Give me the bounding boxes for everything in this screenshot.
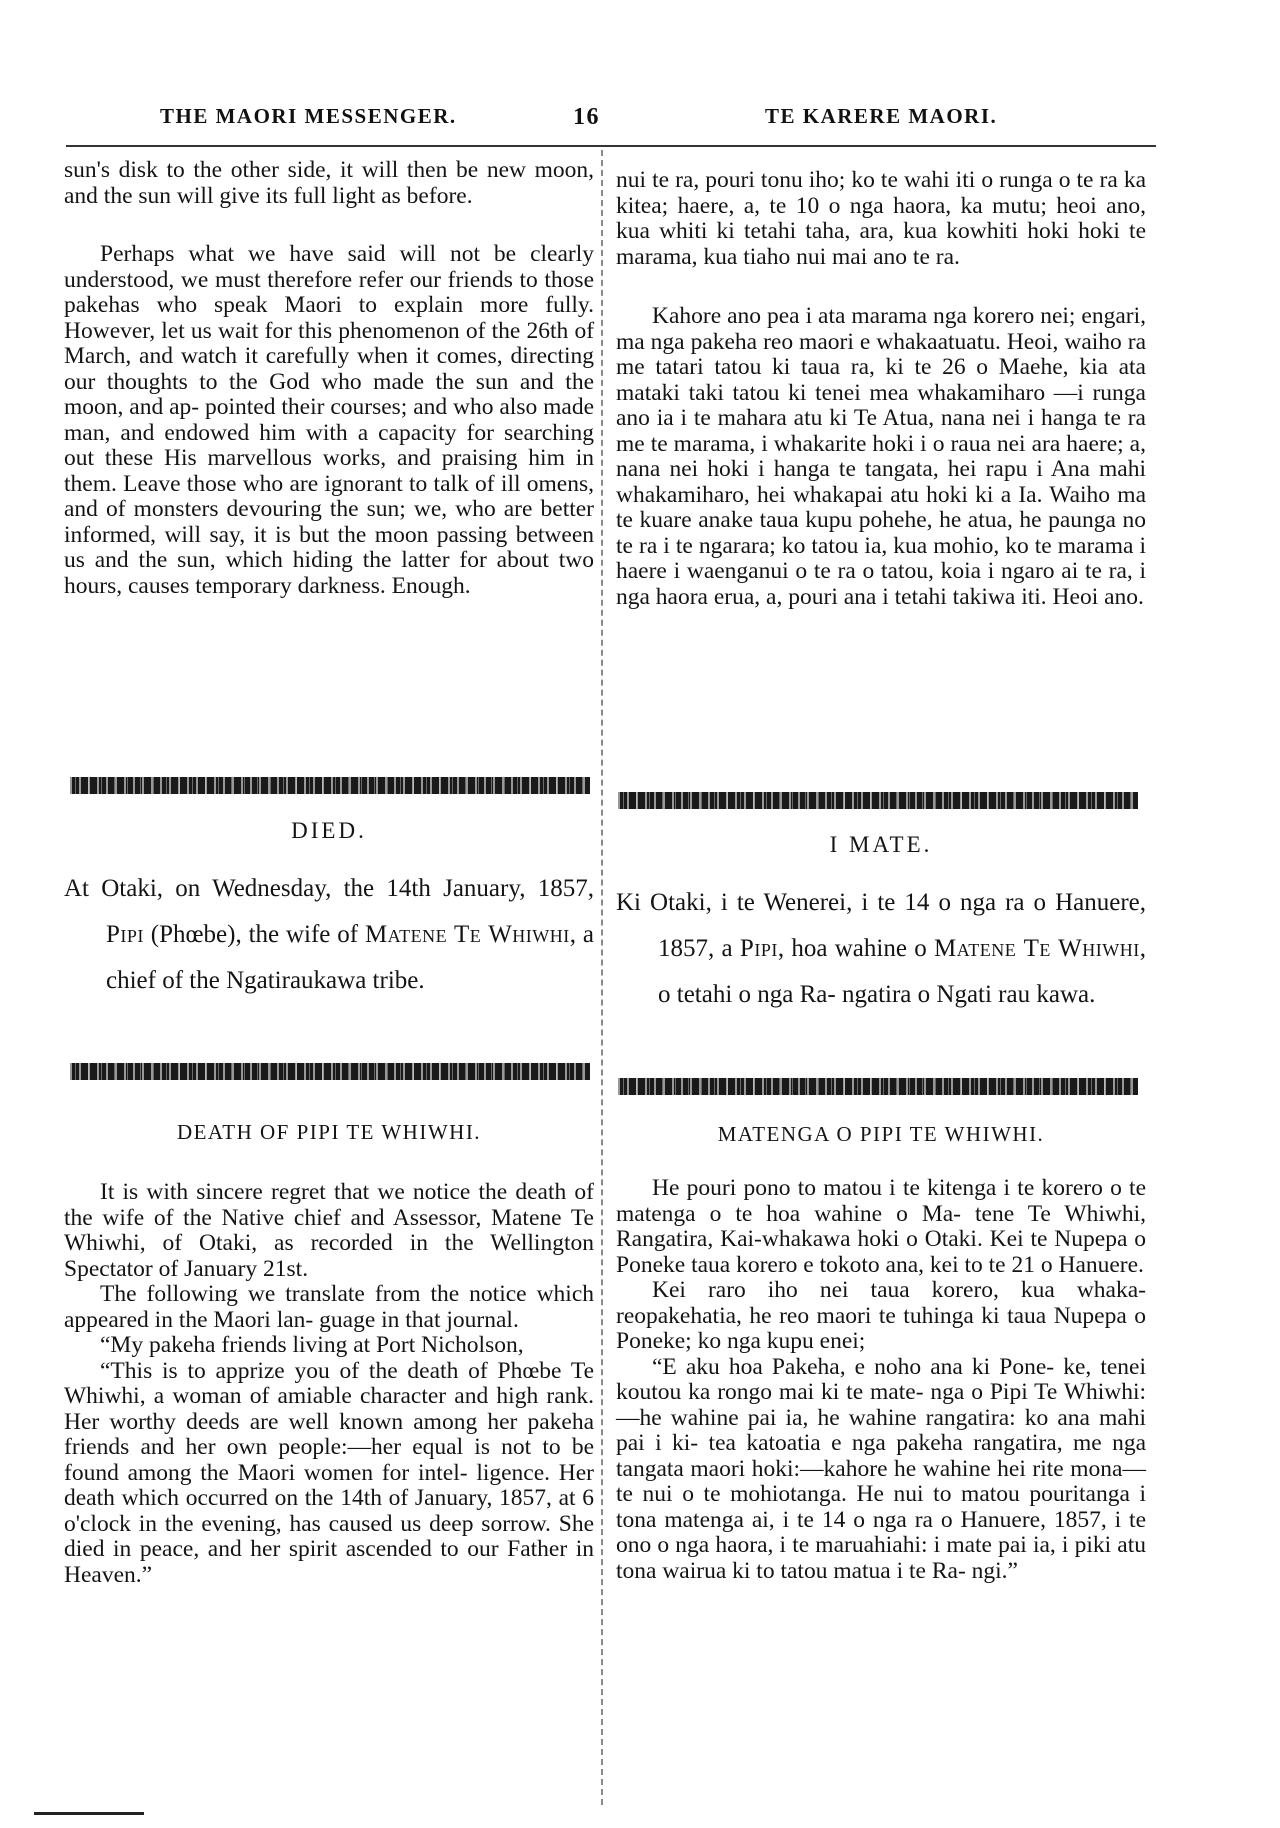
- ornamental-divider: [618, 1078, 1138, 1095]
- died-text: [64, 866, 594, 1004]
- bottom-rule: [34, 1812, 144, 1815]
- death-article-p1: [64, 1180, 594, 1282]
- text-line: tatou ki taua ra, ki te 26 o Maehe, kia ata: [714, 354, 1146, 380]
- text-line: passing between us and the sun, which: [64, 521, 595, 573]
- text-line: 14th of January, 1857, at 6 o'clock in the: [64, 1485, 595, 1537]
- header-maori-title: TE KARERE MAORI.: [765, 104, 998, 128]
- text-line: marama, kua tiaho nui mai ano te ra.: [616, 243, 960, 270]
- text-line: tangata maori hoki:—kahore he wahine hei: [616, 1455, 1026, 1482]
- text-line: recorded in the Wellington Spectator of: [64, 1230, 594, 1282]
- text-line: 14 o nga ra o Hanuere, 1857, i te ono o nga: [616, 1506, 1147, 1558]
- matenga-p2: [616, 1278, 1146, 1355]
- text-line: ngi.”: [971, 1557, 1018, 1584]
- ornamental-divider: [618, 792, 1138, 809]
- text-line: monsters devouring the sun; we, who are: [133, 496, 533, 522]
- text-line: “My pakeha friends living at Port: [100, 1332, 416, 1358]
- text-line: whakaatuatu. Heoi, waiho ra me tatari: [616, 328, 1146, 380]
- text-line: taua korero e tokoto ana, kei to te 21 o: [691, 1251, 1053, 1278]
- header-rule: [66, 145, 1156, 147]
- text-line: reopakehatia, he reo maori te tuhinga ki: [616, 1302, 1000, 1329]
- text-line: Ana mahi whakamiharo, hei whakapai atu: [616, 456, 1146, 508]
- matenga-p1: [616, 1176, 1146, 1278]
- died-text-wife-of: (Phœbe), the wife of: [143, 921, 365, 948]
- i-mate-year: Hanuere, 1857, a: [658, 889, 1146, 962]
- text-line: he wahine rangatira: ko ana mahi pai i ki-: [616, 1404, 1147, 1456]
- text-line: better informed, will say, it is but the moon: [64, 496, 595, 548]
- text-line: are well known among her pakeha friends: [64, 1408, 595, 1460]
- i-mate-rangatira: , o tetahi o nga Ra-: [658, 935, 1147, 1008]
- text-line: Nicholson,: [421, 1332, 524, 1358]
- text-line: Atua, nana nei i hanga te ra me te marama,: [616, 405, 1146, 457]
- text-line: ke, tenei koutou ka rongo mai ki te mate-: [616, 1353, 1147, 1405]
- death-article-p2: [64, 1282, 594, 1333]
- text-line: He pouri pono to matou i te kitenga i te: [652, 1175, 1035, 1201]
- i-mate-hoa-wahine: , hoa wahine o: [777, 935, 927, 962]
- text-line: of March, and watch it carefully when it: [64, 317, 595, 369]
- text-line: ra i te ngarara; ko tatou ia, kua mohio, ko: [639, 532, 1029, 559]
- matenga-heading-block: [616, 1122, 1146, 1147]
- i-mate-notice-body: [616, 880, 1146, 1018]
- text-line: and praising him in them. Leave those: [64, 445, 595, 497]
- page-number: 16: [573, 104, 600, 130]
- text-line: January 21st.: [184, 1255, 309, 1282]
- text-line: erua, a, pouri ana i tetahi takiwa iti. Heoi: [713, 583, 1099, 610]
- text-line: be found among the Maori women for intel-: [64, 1434, 595, 1486]
- eclipse-explanation: [64, 242, 594, 599]
- text-line: tea katoatia e nga pakeha rangatira, me nga: [708, 1430, 1147, 1456]
- text-line: —i runga ano ia i te mahara atu ki Te: [616, 379, 1146, 431]
- text-line: atu tona wairua ki to tatou matua i te Ra-: [616, 1532, 1147, 1584]
- text-line: evening, has caused us deep sorrow. She: [201, 1510, 595, 1537]
- text-line: Kahore ano pea i ata marama nga korero: [652, 303, 1035, 329]
- ornamental-divider: [70, 1063, 590, 1080]
- eclipse-paragraph-end: [64, 158, 594, 209]
- text-line: man, and endowed him with a capacity for: [64, 419, 494, 446]
- text-line: temporary darkness. Enough.: [195, 572, 471, 599]
- died-text-line-1: At Otaki, on Wednesday, the 14th January,: [64, 875, 526, 902]
- died-text-year: 1857,: [537, 875, 594, 902]
- text-line: rite mona—te nui o te mohiotanga. He nui: [616, 1455, 1146, 1507]
- text-line: who made the sun and the moon, and ap-: [64, 368, 595, 420]
- died-name-matene: Matene: [364, 921, 448, 948]
- text-line: Kei raro iho nei taua korero, kua whaka-: [652, 1277, 1146, 1303]
- text-line: taua kupu pohehe, he atua, he paunga no te: [616, 507, 1146, 559]
- death-article-p4: [64, 1359, 594, 1589]
- text-line: nga haora, ka mutu; heoi ano, kua whiti: [616, 192, 1146, 244]
- text-line: notice which appeared in the Maori lan-: [64, 1281, 594, 1333]
- i-mate-heading: I MATE.: [829, 832, 933, 857]
- i-mate-line-1: Ki Otaki, i te Wenerei, i te 14 o nga ra o: [616, 889, 1047, 916]
- text-line: character and high rank. Her worthy deeds: [64, 1383, 594, 1435]
- text-line: and her own people:—her equal is not to: [140, 1434, 561, 1460]
- died-text-tribe: tribe.: [372, 967, 425, 994]
- died-heading: DIED.: [291, 818, 367, 843]
- text-line: ligence. Her death which occurred on the: [64, 1459, 595, 1511]
- died-notice: [64, 818, 594, 844]
- i-mate-text: [616, 880, 1146, 1018]
- text-line: mataki taki tatou ki tenei mea whakamiharo: [616, 379, 1046, 406]
- text-line: the death of the wife of the Native chief and: [64, 1179, 594, 1231]
- text-line: ki tetahi taha, ara, kua kowhiti hoki hoki te: [716, 218, 1147, 244]
- text-line: us wait for this phenomenon of the 26th: [190, 317, 569, 344]
- text-line: our friends to those pakehas who speak: [64, 266, 595, 318]
- text-line: nui te ra, pouri tonu iho; ko te wahi iti o: [616, 167, 994, 193]
- text-line: te marama i haere i waenganui o te ra o: [616, 532, 1147, 584]
- eclipse-explanation-maori: [616, 304, 1146, 610]
- text-line: who are ignorant to talk of ill omens, and of: [64, 470, 594, 522]
- death-article-p3: [64, 1333, 594, 1359]
- eclipse-continuation: [64, 158, 594, 209]
- text-line: taua Nupepa o Poneke; ko nga kupu enei;: [616, 1302, 1147, 1354]
- text-line: clearly understood, we must therefore refer: [64, 241, 595, 293]
- text-line: Hanuere.: [1058, 1251, 1144, 1278]
- death-article-heading-block: [64, 1120, 594, 1145]
- text-line: pointed their courses; and who also made: [205, 394, 594, 420]
- text-line: Perhaps what we have said will not be: [100, 241, 517, 267]
- text-line: The following we translate from the: [100, 1281, 460, 1307]
- text-line: nei; engari, ma nga pakeha reo maori e: [616, 303, 1147, 355]
- eclipse-explanation-text-maori: [616, 304, 1146, 610]
- text-line: Maori to explain more fully. However, let: [64, 292, 594, 344]
- text-line: It is with sincere regret that we notice: [100, 1179, 471, 1205]
- eclipse-explanation-text: [64, 242, 594, 599]
- text-line: died in peace, and her spirit ascended to: [64, 1536, 459, 1562]
- text-line: guage in that journal.: [319, 1306, 519, 1333]
- text-line: ano.: [1104, 583, 1144, 610]
- text-line: our Father in Heaven.”: [64, 1536, 594, 1588]
- text-line: comes, directing our thoughts to the God: [64, 343, 595, 395]
- eclipse-paragraph-end-maori: [616, 168, 1146, 270]
- page-header: [60, 104, 1150, 138]
- text-line: “This is to apprize you of the death of: [100, 1357, 488, 1384]
- death-article: [64, 1180, 594, 1588]
- column-divider: [601, 150, 603, 1805]
- text-line: runga o te ra ka kitea; haere, a, te 10 o: [616, 167, 1147, 219]
- text-line: nana nei hoki i hanga te tangata, hei rapu i: [616, 456, 1043, 482]
- text-line: hoki ki a Ia. Waiho ma te kuare anake: [616, 481, 1146, 533]
- text-line: hoki o Otaki. Kei te Nupepa o Poneke: [616, 1226, 1147, 1278]
- matenga-article: [616, 1176, 1146, 1584]
- text-line: nga o Pipi Te Whiwhi:—he wahine pai ia,: [616, 1379, 1147, 1431]
- i-mate-name-matene: Matene Te Whiwhi: [934, 935, 1140, 962]
- died-name-pipi: Pipi: [106, 921, 144, 948]
- text-line: hiding the latter for about two hours, causes: [64, 547, 594, 599]
- text-line: tatou, koia i ngaro ai te ra, i nga haora: [616, 558, 1147, 610]
- died-notice-body: [64, 866, 594, 1004]
- text-line: new moon, and the sun will give its full light: [64, 157, 595, 209]
- ornamental-divider: [70, 777, 590, 794]
- eclipse-continuation-maori: [616, 168, 1146, 270]
- death-article-heading: DEATH OF PIPI TE WHIWHI.: [176, 1120, 482, 1144]
- text-line: korero o te matenga o te hoa wahine o Ma-: [616, 1175, 1147, 1227]
- matenga-p3: [616, 1355, 1146, 1585]
- text-line: i whakarite hoki i o raua nei ara haere; a,: [761, 430, 1146, 457]
- died-text-chief: , a chief of the Ngatiraukawa: [106, 921, 594, 994]
- text-line: “E aku hoa Pakeha, e noho ana ki Pone-: [652, 1353, 1055, 1380]
- died-name-te-whiwhi: Te Whiwhi: [454, 921, 570, 948]
- text-line: to matou pouritanga i tona matenga ai, i te: [616, 1481, 1147, 1533]
- i-mate-name-pipi: Pipi: [739, 935, 778, 962]
- text-line: tene Te Whiwhi, Rangatira, Kai-whakawa: [616, 1200, 1146, 1252]
- text-line: searching out these His marvellous works,: [64, 419, 595, 471]
- matenga-heading: MATENGA O PIPI TE WHIWHI.: [717, 1122, 1045, 1146]
- i-mate-iwi: ngatira o Ngati rau kawa.: [841, 981, 1096, 1008]
- text-line: Phœbe Te Whiwhi, a woman of amiable: [64, 1357, 595, 1409]
- text-line: as before.: [381, 182, 473, 209]
- text-line: Assessor, Matene Te Whiwhi, of Otaki, as: [64, 1204, 594, 1256]
- header-english-title: THE MAORI MESSENGER.: [160, 104, 457, 128]
- text-line: haora, i te maruahiahi: i mate pai ia, i piki: [715, 1532, 1112, 1558]
- text-line: sun's disk to the other side, it will then be: [64, 157, 479, 183]
- i-mate-notice: [616, 832, 1146, 858]
